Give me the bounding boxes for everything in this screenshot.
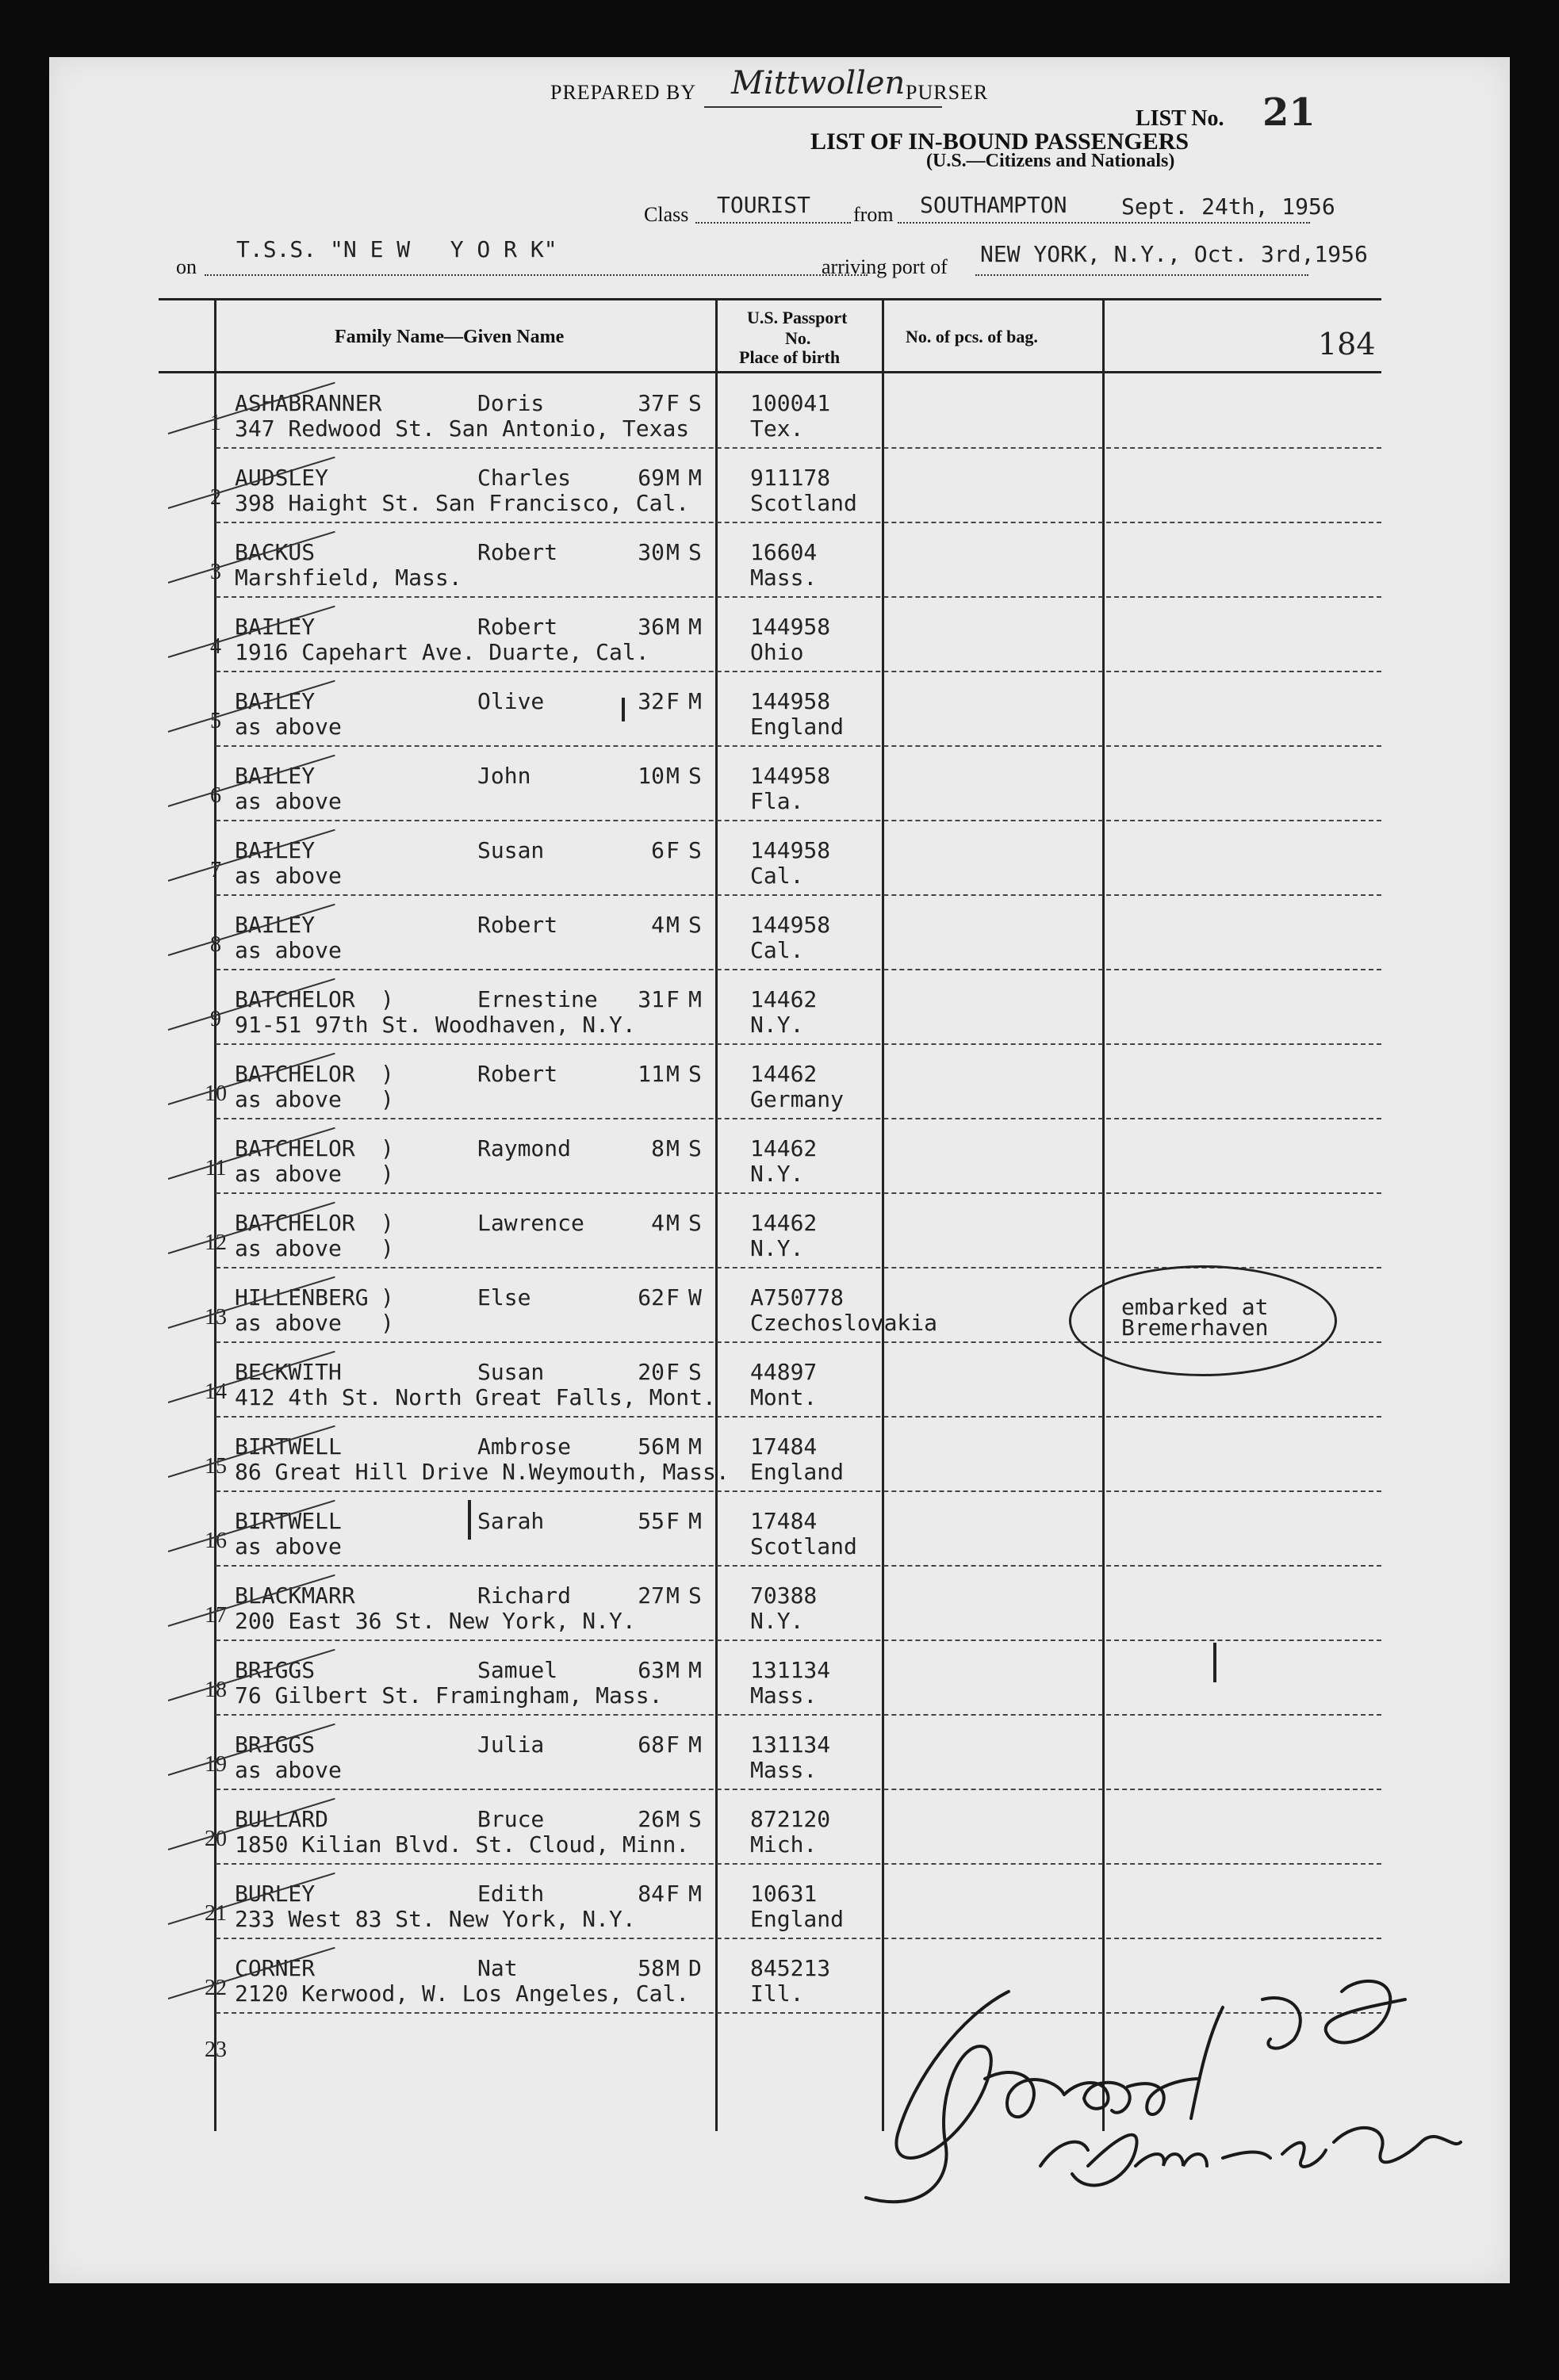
sex: F bbox=[666, 1284, 680, 1311]
marital-status: M bbox=[688, 1731, 702, 1758]
marital-status: D bbox=[688, 1955, 702, 1981]
age: 4 bbox=[651, 1210, 665, 1236]
col-header-bags: No. of pcs. of bag. bbox=[906, 327, 1038, 346]
marital-status: S bbox=[688, 539, 702, 565]
given-name: Richard bbox=[477, 1582, 572, 1609]
sex: M bbox=[666, 465, 680, 491]
passport-number: 144958 bbox=[750, 837, 831, 863]
row-number: 21 bbox=[205, 1901, 227, 1926]
sex: M bbox=[666, 539, 680, 565]
row-separator bbox=[216, 1043, 1381, 1045]
prepared-by-label: PREPARED BY bbox=[550, 81, 697, 104]
row-number: 1 bbox=[210, 411, 221, 435]
col-rule-bags bbox=[1102, 298, 1105, 2131]
col-header-passport-3: Place of birth bbox=[739, 347, 841, 367]
sex: M bbox=[666, 1210, 680, 1236]
address: as above bbox=[235, 1310, 342, 1336]
passport-number: 872120 bbox=[750, 1806, 831, 1832]
marital-status: M bbox=[688, 688, 702, 714]
officer-signatures bbox=[850, 1960, 1469, 2221]
given-name: Lawrence bbox=[477, 1210, 584, 1236]
age: 26 bbox=[638, 1806, 665, 1832]
passport-number: 144958 bbox=[750, 614, 831, 640]
list-title: LIST OF IN-BOUND PASSENGERS bbox=[810, 128, 1189, 155]
address: as above bbox=[235, 1757, 342, 1783]
place-of-birth: Mich. bbox=[750, 1831, 818, 1858]
marital-status: S bbox=[688, 390, 702, 416]
family-name: BULLARD bbox=[235, 1806, 329, 1832]
sex: M bbox=[666, 1135, 680, 1161]
address: Marshfield, Mass. bbox=[235, 564, 462, 591]
purser-name: Mittwollen bbox=[731, 65, 906, 101]
marital-status: S bbox=[688, 1806, 702, 1832]
marital-status: S bbox=[688, 1210, 702, 1236]
place-of-birth: England bbox=[750, 1459, 845, 1485]
given-name: Susan bbox=[477, 1359, 545, 1385]
row-separator bbox=[216, 745, 1381, 747]
from-date: Sept. 24th, 1956 bbox=[1121, 193, 1335, 220]
row-separator bbox=[216, 1714, 1381, 1716]
row-number: 3 bbox=[210, 560, 221, 584]
sex: F bbox=[666, 1508, 680, 1534]
place-of-birth: N.Y. bbox=[750, 1608, 804, 1634]
row-number: 18 bbox=[205, 1678, 227, 1702]
class-value: TOURIST bbox=[717, 192, 811, 218]
address: as above bbox=[235, 1235, 342, 1261]
place-of-birth: Ill. bbox=[750, 1980, 804, 2007]
col-rule-name bbox=[715, 298, 718, 2131]
address: 86 Great Hill Drive N.Weymouth, Mass. bbox=[235, 1459, 730, 1485]
place-of-birth: Mass. bbox=[750, 564, 818, 591]
address: as above bbox=[235, 1161, 342, 1187]
passport-number: 144958 bbox=[750, 912, 831, 938]
row-separator bbox=[216, 1416, 1381, 1418]
place-of-birth: Fla. bbox=[750, 788, 804, 814]
age: 36 bbox=[638, 614, 665, 640]
address: as above bbox=[235, 1533, 342, 1559]
place-of-birth: England bbox=[750, 1906, 845, 1932]
family-name: BATCHELOR bbox=[235, 986, 355, 1012]
sex: M bbox=[666, 1433, 680, 1460]
passport-number: 10631 bbox=[750, 1881, 818, 1907]
passport-number: 14462 bbox=[750, 986, 818, 1012]
col-rule-passport bbox=[882, 298, 884, 2131]
list-subtitle: (U.S.—Citizens and Nationals) bbox=[926, 151, 1175, 171]
marital-status: W bbox=[688, 1284, 702, 1311]
given-name: Susan bbox=[477, 837, 545, 863]
age: 30 bbox=[638, 539, 665, 565]
sex: M bbox=[666, 1061, 680, 1087]
row-number: 6 bbox=[210, 783, 221, 808]
sex: F bbox=[666, 837, 680, 863]
passport-number: 845213 bbox=[750, 1955, 831, 1981]
row-number: 2 bbox=[210, 485, 221, 510]
sex: M bbox=[666, 1955, 680, 1981]
given-name: Edith bbox=[477, 1881, 545, 1907]
family-name: BAILEY bbox=[235, 614, 316, 640]
family-name: BIRTWELL bbox=[235, 1433, 342, 1460]
family-name: BRIGGS bbox=[235, 1731, 316, 1758]
row-number: 12 bbox=[205, 1230, 227, 1255]
row-separator bbox=[216, 1490, 1381, 1492]
family-name: CORNER bbox=[235, 1955, 316, 1981]
age: 8 bbox=[651, 1135, 665, 1161]
sex: M bbox=[666, 1657, 680, 1683]
place-of-birth: Scotland bbox=[750, 1533, 857, 1559]
col-header-passport-1: U.S. Passport bbox=[747, 308, 848, 327]
age: 63 bbox=[638, 1657, 665, 1683]
family-name: BECKWITH bbox=[235, 1359, 342, 1385]
row-separator bbox=[216, 820, 1381, 821]
sex: F bbox=[666, 688, 680, 714]
on-label: on bbox=[176, 255, 197, 278]
sex: F bbox=[666, 986, 680, 1012]
sex: M bbox=[666, 1582, 680, 1609]
place-of-birth: Mont. bbox=[750, 1384, 818, 1410]
row-separator bbox=[216, 1938, 1381, 1939]
address: 91-51 97th St. Woodhaven, N.Y. bbox=[235, 1012, 636, 1038]
place-of-birth: Tex. bbox=[750, 415, 804, 442]
col-header-passport-2: No. bbox=[785, 328, 811, 348]
given-name: Raymond bbox=[477, 1135, 572, 1161]
row-number: 22 bbox=[205, 1976, 227, 2000]
row-number: 5 bbox=[210, 709, 221, 733]
row-number: 4 bbox=[210, 634, 221, 659]
address: as above bbox=[235, 1086, 342, 1112]
address: 1850 Kilian Blvd. St. Cloud, Minn. bbox=[235, 1831, 690, 1858]
passport-number: 17484 bbox=[750, 1433, 818, 1460]
bracket-mark: ) bbox=[381, 1210, 394, 1236]
bracket-mark: ) bbox=[381, 1086, 394, 1112]
passport-number: 144958 bbox=[750, 688, 831, 714]
stray-mark-3 bbox=[468, 1500, 471, 1540]
sex: F bbox=[666, 1731, 680, 1758]
given-name: Julia bbox=[477, 1731, 545, 1758]
col-header-name: Family Name—Given Name bbox=[335, 327, 565, 347]
place-of-birth: Mass. bbox=[750, 1682, 818, 1708]
marital-status: M bbox=[688, 465, 702, 491]
age: 4 bbox=[651, 912, 665, 938]
family-name: BATCHELOR bbox=[235, 1210, 355, 1236]
age: 62 bbox=[638, 1284, 665, 1311]
family-name: BLACKMARR bbox=[235, 1582, 355, 1609]
bracket-mark: ) bbox=[381, 1135, 394, 1161]
age: 31 bbox=[638, 986, 665, 1012]
address: 398 Haight St. San Francisco, Cal. bbox=[235, 490, 690, 516]
place-of-birth: England bbox=[750, 714, 845, 740]
age: 56 bbox=[638, 1433, 665, 1460]
given-name: Olive bbox=[477, 688, 545, 714]
place-of-birth: Scotland bbox=[750, 490, 857, 516]
row-separator bbox=[216, 1789, 1381, 1790]
family-name: BAILEY bbox=[235, 837, 316, 863]
row-number: 23 bbox=[205, 2038, 227, 2062]
row-number: 20 bbox=[205, 1827, 227, 1851]
sex: M bbox=[666, 1806, 680, 1832]
purser-label: PURSER bbox=[906, 81, 989, 104]
row-number: 7 bbox=[210, 858, 221, 882]
bracket-mark: ) bbox=[381, 1161, 394, 1187]
age: 84 bbox=[638, 1881, 665, 1907]
list-no-label: LIST No. bbox=[1136, 106, 1224, 131]
bracket-mark: ) bbox=[381, 1235, 394, 1261]
marital-status: S bbox=[688, 1582, 702, 1609]
row-separator bbox=[216, 1192, 1381, 1194]
address: as above bbox=[235, 863, 342, 889]
passport-number: 16604 bbox=[750, 539, 818, 565]
marital-status: M bbox=[688, 1508, 702, 1534]
row-number: 10 bbox=[205, 1081, 227, 1106]
place-of-birth: N.Y. bbox=[750, 1161, 804, 1187]
stray-mark-2 bbox=[1213, 1643, 1216, 1682]
address: 347 Redwood St. San Antonio, Texas bbox=[235, 415, 690, 442]
passport-number: 14462 bbox=[750, 1135, 818, 1161]
bracket-mark: ) bbox=[381, 986, 394, 1012]
passport-number: A750778 bbox=[750, 1284, 845, 1311]
family-name: BAILEY bbox=[235, 912, 316, 938]
annotation-line-1: embarked at bbox=[1121, 1294, 1269, 1320]
row-number: 14 bbox=[205, 1379, 227, 1404]
place-of-birth: Ohio bbox=[750, 639, 804, 665]
age: 27 bbox=[638, 1582, 665, 1609]
passport-number: 144958 bbox=[750, 763, 831, 789]
row-separator bbox=[216, 447, 1381, 449]
row-separator bbox=[216, 522, 1381, 523]
address: as above bbox=[235, 937, 342, 963]
class-label: Class bbox=[644, 203, 689, 226]
arriving-value: NEW YORK, N.Y., Oct. 3rd,1956 bbox=[980, 241, 1368, 267]
address: 1916 Capehart Ave. Duarte, Cal. bbox=[235, 639, 649, 665]
given-name: Bruce bbox=[477, 1806, 545, 1832]
family-name: BACKUS bbox=[235, 539, 316, 565]
table-top-rule bbox=[159, 298, 1381, 300]
marital-status: S bbox=[688, 1061, 702, 1087]
row-number: 8 bbox=[210, 932, 221, 957]
address: 200 East 36 St. New York, N.Y. bbox=[235, 1608, 636, 1634]
from-value: SOUTHAMPTON bbox=[920, 192, 1067, 218]
place-of-birth: Cal. bbox=[750, 863, 804, 889]
address: as above bbox=[235, 714, 342, 740]
ship-name: T.S.S. "N E W Y O R K" bbox=[236, 236, 557, 262]
passport-number: 70388 bbox=[750, 1582, 818, 1609]
row-separator bbox=[216, 1118, 1381, 1119]
family-name: HILLENBERG bbox=[235, 1284, 369, 1311]
place-of-birth: N.Y. bbox=[750, 1235, 804, 1261]
row-separator bbox=[216, 1863, 1381, 1865]
marital-status: S bbox=[688, 1359, 702, 1385]
bracket-mark: ) bbox=[381, 1284, 394, 1311]
row-separator bbox=[216, 894, 1381, 896]
marital-status: M bbox=[688, 1657, 702, 1683]
passport-number: 17484 bbox=[750, 1508, 818, 1534]
given-name: Charles bbox=[477, 465, 572, 491]
sex: M bbox=[666, 912, 680, 938]
address: 233 West 83 St. New York, N.Y. bbox=[235, 1906, 636, 1932]
sex: F bbox=[666, 1359, 680, 1385]
sex: M bbox=[666, 614, 680, 640]
bracket-mark: ) bbox=[381, 1061, 394, 1087]
row-number: 16 bbox=[205, 1529, 227, 1553]
family-name: BAILEY bbox=[235, 763, 316, 789]
passport-number: 131134 bbox=[750, 1657, 831, 1683]
given-name: Robert bbox=[477, 912, 558, 938]
passport-number: 14462 bbox=[750, 1210, 818, 1236]
family-name: ASHABRANNER bbox=[235, 390, 382, 416]
row-separator bbox=[216, 969, 1381, 970]
row-number: 13 bbox=[205, 1305, 227, 1330]
marital-status: S bbox=[688, 912, 702, 938]
age: 11 bbox=[638, 1061, 665, 1087]
row-separator bbox=[216, 596, 1381, 598]
given-name: Ambrose bbox=[477, 1433, 572, 1460]
sex: F bbox=[666, 390, 680, 416]
passport-number: 100041 bbox=[750, 390, 831, 416]
passport-number: 44897 bbox=[750, 1359, 818, 1385]
marital-status: S bbox=[688, 837, 702, 863]
family-name: BURLEY bbox=[235, 1881, 316, 1907]
row-number: 17 bbox=[205, 1603, 227, 1628]
sex: M bbox=[666, 763, 680, 789]
passport-number: 14462 bbox=[750, 1061, 818, 1087]
passport-number: 911178 bbox=[750, 465, 831, 491]
row-number: 19 bbox=[205, 1752, 227, 1777]
given-name: Robert bbox=[477, 1061, 558, 1087]
age: 32 bbox=[638, 688, 665, 714]
age: 10 bbox=[638, 763, 665, 789]
place-of-birth: Mass. bbox=[750, 1757, 818, 1783]
row-number: 9 bbox=[210, 1007, 221, 1031]
age: 68 bbox=[638, 1731, 665, 1758]
given-name: Doris bbox=[477, 390, 545, 416]
given-name: Nat bbox=[477, 1955, 518, 1981]
family-name: BIRTWELL bbox=[235, 1508, 342, 1534]
marital-status: S bbox=[688, 763, 702, 789]
row-number: 15 bbox=[205, 1454, 227, 1479]
age: 69 bbox=[638, 465, 665, 491]
age: 58 bbox=[638, 1955, 665, 1981]
row-separator bbox=[216, 671, 1381, 672]
row-separator bbox=[216, 1565, 1381, 1567]
marital-status: M bbox=[688, 986, 702, 1012]
family-name: BRIGGS bbox=[235, 1657, 316, 1683]
age: 55 bbox=[638, 1508, 665, 1534]
place-of-birth: Cal. bbox=[750, 937, 804, 963]
family-name: BATCHELOR bbox=[235, 1061, 355, 1087]
given-name: Sarah bbox=[477, 1508, 545, 1534]
given-name: Robert bbox=[477, 614, 558, 640]
page-number: 184 bbox=[1318, 327, 1376, 362]
address: as above bbox=[235, 788, 342, 814]
given-name: John bbox=[477, 763, 531, 789]
arriving-label: arriving port of bbox=[822, 255, 948, 278]
marital-status: S bbox=[688, 1135, 702, 1161]
annotation-line-2: Bremerhaven bbox=[1121, 1314, 1269, 1341]
family-name: AUDSLEY bbox=[235, 465, 329, 491]
stray-mark-1 bbox=[622, 698, 625, 721]
family-name: BATCHELOR bbox=[235, 1135, 355, 1161]
row-separator bbox=[216, 1640, 1381, 1641]
age: 6 bbox=[651, 837, 665, 863]
family-name: BAILEY bbox=[235, 688, 316, 714]
given-name: Robert bbox=[477, 539, 558, 565]
bracket-mark: ) bbox=[381, 1310, 394, 1336]
place-of-birth: N.Y. bbox=[750, 1012, 804, 1038]
passport-number: 131134 bbox=[750, 1731, 831, 1758]
place-of-birth: Czechoslovakia bbox=[750, 1310, 938, 1336]
row-number: 11 bbox=[205, 1156, 227, 1180]
from-label: from bbox=[853, 203, 894, 226]
table-header-rule bbox=[159, 371, 1381, 373]
marital-status: M bbox=[688, 614, 702, 640]
age: 37 bbox=[638, 390, 665, 416]
given-name: Else bbox=[477, 1284, 531, 1311]
sex: F bbox=[666, 1881, 680, 1907]
given-name: Ernestine bbox=[477, 986, 598, 1012]
given-name: Samuel bbox=[477, 1657, 558, 1683]
marital-status: M bbox=[688, 1433, 702, 1460]
marital-status: M bbox=[688, 1881, 702, 1907]
address: 412 4th St. North Great Falls, Mont. bbox=[235, 1384, 716, 1410]
list-no-value: 21 bbox=[1262, 90, 1316, 135]
age: 20 bbox=[638, 1359, 665, 1385]
place-of-birth: Germany bbox=[750, 1086, 845, 1112]
manifest-page bbox=[49, 57, 1510, 2283]
address: 2120 Kerwood, W. Los Angeles, Cal. bbox=[235, 1980, 690, 2007]
address: 76 Gilbert St. Framingham, Mass. bbox=[235, 1682, 663, 1708]
